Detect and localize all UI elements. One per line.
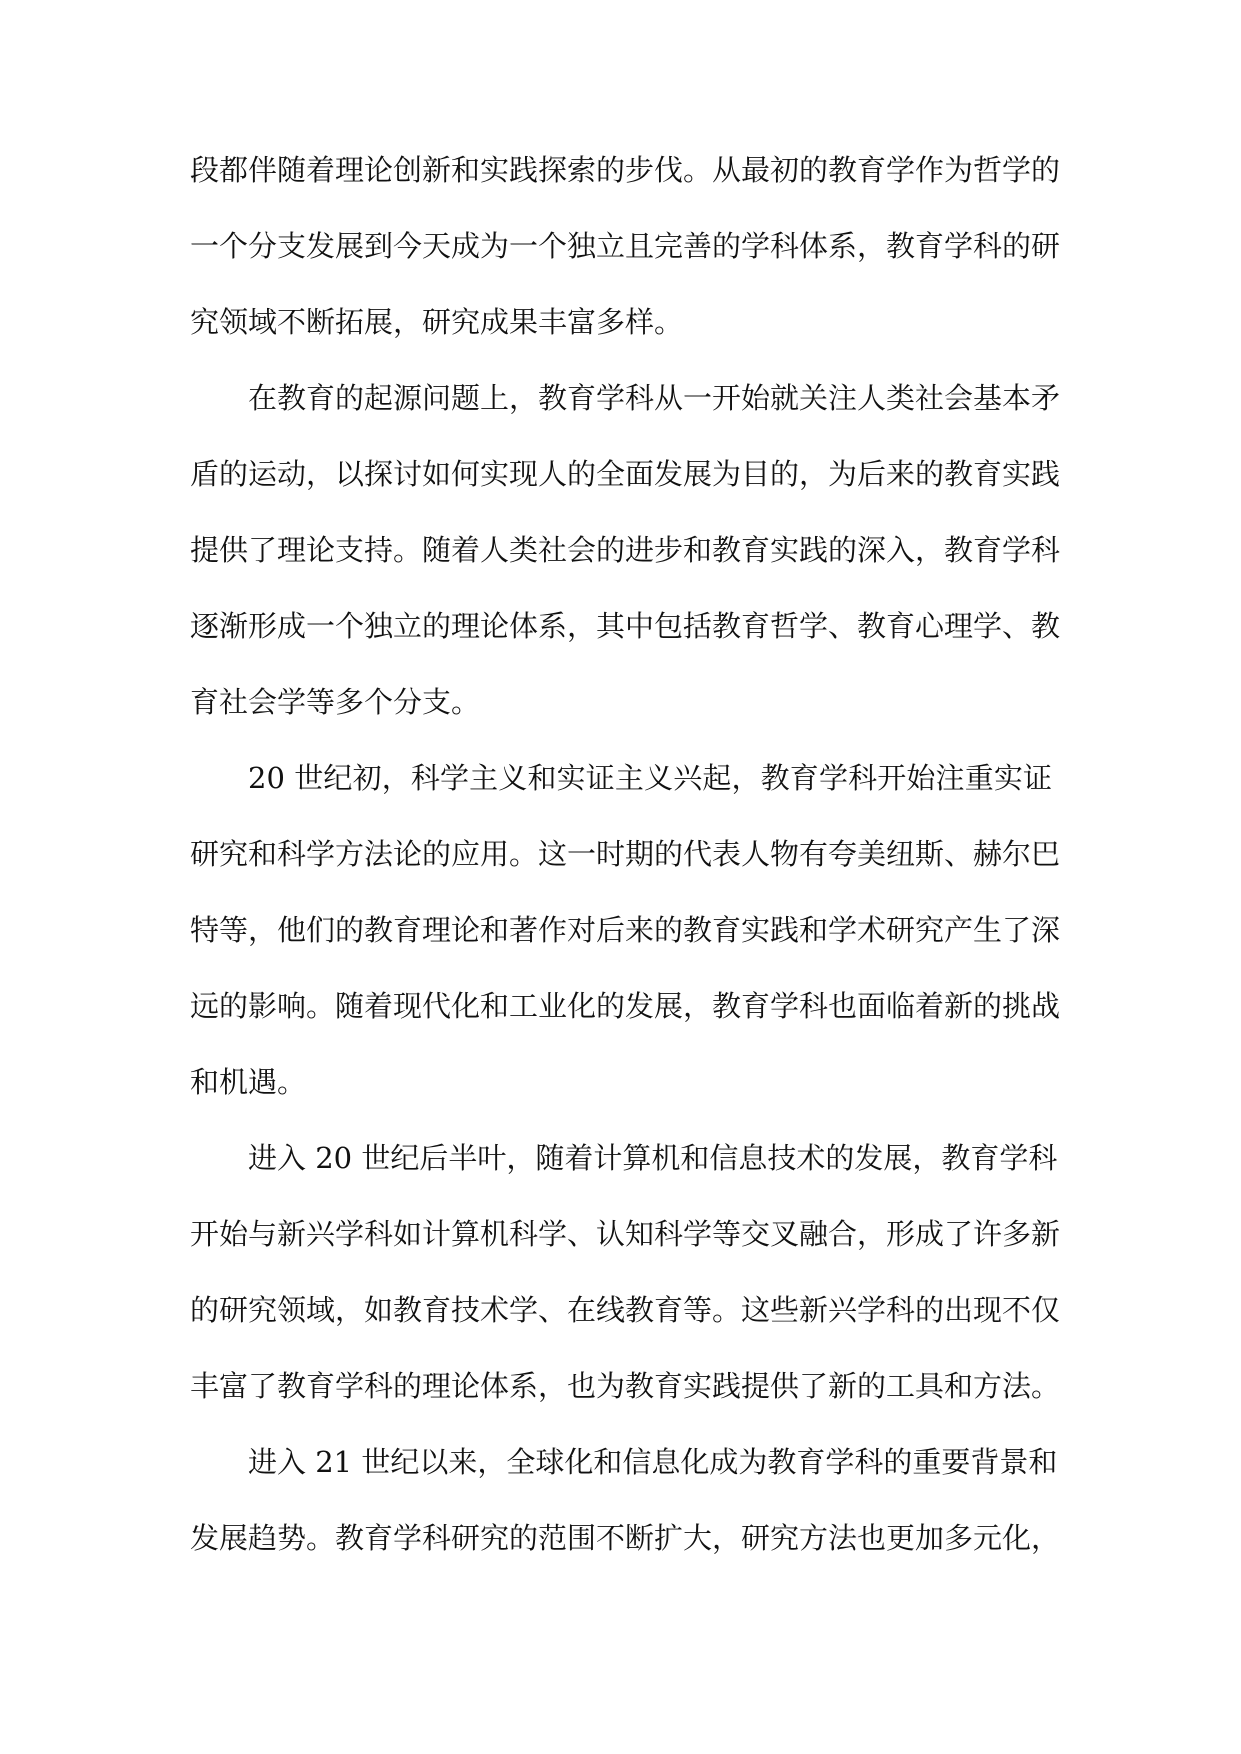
paragraph [190,754,1061,1134]
body-text [190,146,1061,1590]
text-line: 研究和科学方法论的应用。这一时期的代表人物有夸美纽斯、赫尔巴 [190,837,1061,871]
text-line: 逐渐形成一个独立的理论体系，其中包括教育哲学、教育心理学、教 [190,609,1061,643]
text-line: 丰富了教育学科的理论体系，也为教育实践提供了新的工具和方法。 [190,1369,1061,1403]
text-line: 育社会学等多个分支。 [190,685,481,719]
text-line: 在教育的起源问题上，教育学科从一开始就关注人类社会基本矛 [248,381,1061,415]
text-line: 一个分支发展到今天成为一个独立且完善的学科体系，教育学科的研 [190,229,1061,263]
text-line: 发展趋势。教育学科研究的范围不断扩大，研究方法也更加多元化， [190,1521,1061,1555]
text-line: 提供了理论支持。随着人类社会的进步和教育实践的深入，教育学科 [190,533,1061,567]
paragraph [190,1438,1061,1590]
text-line: 远的影响。随着现代化和工业化的发展，教育学科也面临着新的挑战 [190,989,1061,1023]
paragraph [190,1134,1061,1438]
text-line: 20 世纪初，科学主义和实证主义兴起，教育学科开始注重实证 [248,761,1052,795]
text-line: 段都伴随着理论创新和实践探索的步伐。从最初的教育学作为哲学的 [190,153,1061,187]
paragraph [190,146,1061,374]
text-line: 特等，他们的教育理论和著作对后来的教育实践和学术研究产生了深 [190,913,1061,947]
text-line: 开始与新兴学科如计算机科学、认知科学等交叉融合，形成了许多新 [190,1217,1061,1251]
text-line: 的研究领域，如教育技术学、在线教育等。这些新兴学科的出现不仅 [190,1293,1061,1327]
text-line: 进入 20 世纪后半叶，随着计算机和信息技术的发展，教育学科 [248,1141,1058,1175]
text-line: 究领域不断拓展，研究成果丰富多样。 [190,305,684,339]
text-line: 进入 21 世纪以来，全球化和信息化成为教育学科的重要背景和 [248,1445,1058,1479]
paragraph [190,374,1061,754]
text-line: 和机遇。 [190,1065,307,1099]
text-line: 盾的运动，以探讨如何实现人的全面发展为目的，为后来的教育实践 [190,457,1061,491]
